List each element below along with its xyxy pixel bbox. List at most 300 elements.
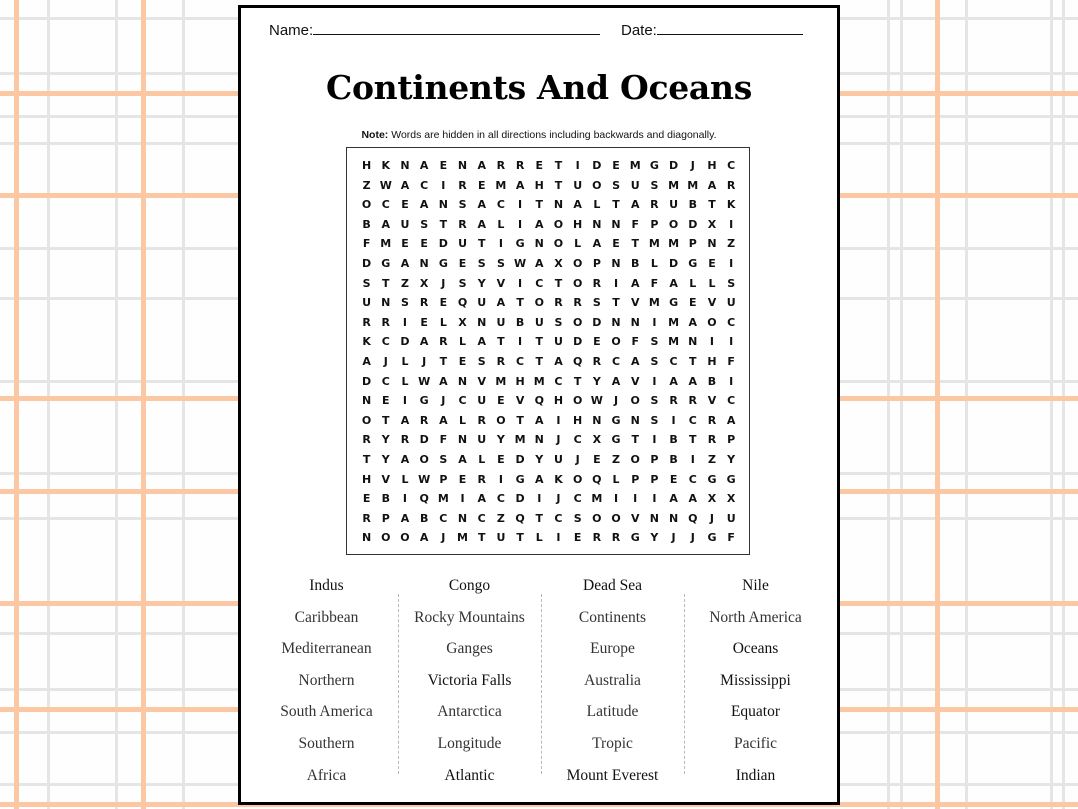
grid-letter[interactable]: S (458, 198, 467, 212)
grid-letter[interactable]: A (439, 413, 448, 427)
grid-letter[interactable]: G (381, 256, 391, 270)
grid-letter[interactable]: P (592, 256, 601, 270)
grid-letter[interactable]: G (515, 237, 525, 251)
grid-letter[interactable]: R (592, 531, 602, 545)
grid-letter[interactable]: I (690, 452, 695, 466)
grid-letter[interactable]: G (707, 472, 717, 486)
grid-letter[interactable]: W (379, 178, 392, 192)
grid-letter[interactable]: J (556, 433, 561, 447)
grid-letter[interactable]: U (573, 178, 583, 192)
grid-letter[interactable]: B (419, 511, 429, 525)
grid-letter[interactable]: I (729, 256, 734, 270)
grid-letter[interactable]: C (688, 413, 697, 427)
grid-letter[interactable]: S (477, 354, 486, 368)
grid-letter[interactable]: U (726, 511, 736, 525)
grid-letter[interactable]: B (707, 374, 717, 388)
grid-letter[interactable]: T (535, 335, 544, 349)
grid-letter[interactable]: C (381, 198, 390, 212)
grid-letter[interactable]: M (495, 374, 507, 388)
grid-letter[interactable]: G (669, 296, 679, 310)
grid-letter[interactable]: T (535, 511, 544, 525)
grid-letter[interactable]: Q (534, 394, 544, 408)
grid-letter[interactable]: O (496, 413, 506, 427)
grid-letter[interactable]: I (518, 217, 523, 231)
grid-letter[interactable]: U (630, 178, 640, 192)
grid-letter[interactable]: A (419, 198, 429, 212)
grid-letter[interactable]: Z (707, 452, 716, 466)
grid-letter[interactable]: I (652, 433, 657, 447)
grid-letter[interactable]: A (419, 159, 429, 172)
grid-letter[interactable]: L (650, 256, 658, 270)
grid-letter[interactable]: A (592, 237, 602, 251)
grid-letter[interactable]: I (518, 198, 523, 212)
grid-letter[interactable]: Z (727, 237, 736, 251)
grid-letter[interactable]: M (668, 178, 680, 192)
grid-letter[interactable]: A (400, 256, 410, 270)
grid-letter[interactable]: L (401, 472, 409, 486)
grid-letter[interactable]: N (707, 237, 717, 251)
grid-letter[interactable]: Z (400, 276, 409, 290)
grid-letter[interactable]: C (669, 354, 678, 368)
grid-letter[interactable]: C (496, 198, 505, 212)
grid-letter[interactable]: P (650, 472, 659, 486)
grid-letter[interactable]: A (630, 198, 640, 212)
grid-letter[interactable]: O (419, 452, 429, 466)
grid-letter[interactable]: E (593, 452, 601, 466)
grid-letter[interactable]: F (631, 217, 639, 231)
grid-letter[interactable]: C (688, 472, 697, 486)
grid-letter[interactable]: I (652, 315, 657, 329)
grid-letter[interactable]: E (497, 394, 505, 408)
grid-letter[interactable]: N (457, 159, 468, 172)
grid-letter[interactable]: S (554, 315, 563, 329)
grid-letter[interactable]: A (362, 354, 371, 368)
grid-letter[interactable]: C (496, 492, 505, 506)
grid-letter[interactable]: E (535, 159, 544, 172)
grid-letter[interactable]: A (669, 276, 678, 290)
grid-letter[interactable]: T (631, 237, 639, 251)
grid-letter[interactable]: A (726, 413, 736, 427)
grid-letter[interactable]: R (362, 511, 371, 525)
grid-letter[interactable]: L (459, 335, 467, 349)
grid-letter[interactable]: M (514, 433, 526, 447)
grid-letter[interactable]: C (573, 433, 582, 447)
grid-letter[interactable]: K (554, 472, 563, 486)
grid-letter[interactable]: I (518, 335, 523, 349)
grid-letter[interactable]: R (496, 159, 506, 172)
grid-letter[interactable]: I (402, 315, 408, 329)
grid-letter[interactable]: O (553, 237, 564, 251)
grid-letter[interactable]: L (497, 217, 505, 231)
grid-letter[interactable]: B (515, 315, 525, 329)
grid-letter[interactable]: Q (515, 511, 525, 525)
grid-letter[interactable]: R (707, 433, 717, 447)
grid-letter[interactable]: L (574, 237, 582, 251)
grid-letter[interactable]: E (401, 198, 409, 212)
grid-letter[interactable]: N (400, 159, 410, 172)
grid-letter[interactable]: J (671, 531, 676, 545)
grid-letter[interactable]: Q (457, 296, 468, 310)
grid-letter[interactable]: O (611, 335, 621, 349)
grid-letter[interactable]: N (419, 256, 429, 270)
grid-letter[interactable]: A (439, 374, 448, 388)
grid-letter[interactable]: I (652, 492, 657, 506)
grid-letter[interactable]: E (477, 178, 486, 192)
grid-letter[interactable]: T (535, 198, 544, 212)
grid-letter[interactable]: J (690, 159, 695, 172)
grid-letter[interactable]: S (650, 335, 659, 349)
grid-letter[interactable]: N (534, 237, 544, 251)
grid-letter[interactable]: A (573, 198, 582, 212)
grid-letter[interactable]: T (554, 276, 563, 290)
grid-letter[interactable]: L (708, 276, 716, 290)
grid-letter[interactable]: J (441, 394, 446, 408)
grid-letter[interactable]: Y (381, 433, 390, 447)
grid-letter[interactable]: T (554, 159, 563, 172)
grid-letter[interactable]: N (553, 198, 564, 212)
grid-letter[interactable]: O (668, 217, 679, 231)
grid-letter[interactable]: C (381, 335, 390, 349)
grid-letter[interactable]: E (420, 315, 428, 329)
grid-letter[interactable]: M (629, 159, 641, 172)
grid-letter[interactable]: T (516, 413, 524, 427)
grid-letter[interactable]: C (554, 374, 563, 388)
grid-letter[interactable]: M (648, 296, 660, 310)
grid-letter[interactable]: Z (496, 511, 505, 525)
grid-letter[interactable]: E (458, 472, 467, 486)
grid-letter[interactable]: M (591, 492, 603, 506)
grid-letter[interactable]: N (592, 413, 602, 427)
grid-letter[interactable]: P (688, 237, 697, 251)
grid-letter[interactable]: J (383, 354, 388, 368)
grid-letter[interactable]: N (457, 433, 468, 447)
grid-letter[interactable]: I (518, 276, 523, 290)
grid-letter[interactable]: S (612, 178, 620, 192)
grid-letter[interactable]: D (515, 452, 525, 466)
grid-letter[interactable]: J (575, 452, 580, 466)
grid-letter[interactable]: S (496, 256, 505, 270)
grid-letter[interactable]: O (592, 511, 602, 525)
grid-letter[interactable]: B (688, 198, 697, 212)
grid-letter[interactable]: Z (362, 178, 371, 192)
grid-letter[interactable]: R (458, 178, 467, 192)
grid-letter[interactable]: D (362, 374, 372, 388)
grid-letter[interactable]: F (631, 335, 639, 349)
grid-letter[interactable]: D (515, 492, 525, 506)
grid-letter[interactable]: S (727, 276, 736, 290)
grid-letter[interactable]: O (707, 315, 717, 329)
grid-letter[interactable]: I (402, 394, 408, 408)
grid-letter[interactable]: O (361, 198, 372, 212)
grid-letter[interactable]: G (707, 531, 717, 545)
grid-letter[interactable]: U (458, 237, 467, 251)
grid-letter[interactable]: Q (592, 472, 602, 486)
grid-letter[interactable]: T (362, 452, 371, 466)
grid-letter[interactable]: H (515, 374, 525, 388)
grid-letter[interactable]: L (478, 452, 486, 466)
grid-letter[interactable]: S (592, 296, 601, 310)
grid-letter[interactable]: A (688, 374, 698, 388)
grid-letter[interactable]: G (649, 159, 659, 172)
grid-letter[interactable]: D (688, 217, 698, 231)
grid-letter[interactable]: L (401, 354, 409, 368)
grid-letter[interactable]: M (437, 492, 449, 506)
grid-letter[interactable]: E (439, 159, 448, 172)
grid-letter[interactable]: T (612, 296, 620, 310)
grid-letter[interactable]: I (575, 159, 580, 172)
grid-letter[interactable]: Y (381, 452, 390, 466)
grid-letter[interactable]: R (592, 354, 602, 368)
grid-letter[interactable]: R (611, 531, 621, 545)
grid-letter[interactable]: N (457, 374, 468, 388)
grid-letter[interactable]: A (477, 159, 486, 172)
grid-letter[interactable]: O (361, 413, 372, 427)
grid-letter[interactable]: T (516, 531, 524, 545)
grid-letter[interactable]: F (439, 433, 448, 447)
grid-letter[interactable]: R (573, 296, 582, 310)
grid-letter[interactable]: R (515, 159, 525, 172)
grid-letter[interactable]: V (630, 296, 640, 310)
grid-letter[interactable]: J (690, 531, 695, 545)
grid-letter[interactable]: R (707, 413, 717, 427)
grid-letter[interactable]: X (726, 492, 736, 506)
grid-letter[interactable]: L (593, 198, 601, 212)
grid-letter[interactable]: J (556, 492, 561, 506)
grid-letter[interactable]: A (535, 472, 544, 486)
grid-letter[interactable]: D (592, 159, 602, 172)
grid-letter[interactable]: E (382, 394, 390, 408)
grid-letter[interactable]: P (439, 472, 448, 486)
grid-letter[interactable]: C (381, 374, 390, 388)
grid-letter[interactable]: H (361, 472, 372, 486)
grid-letter[interactable]: I (633, 492, 638, 506)
grid-letter[interactable]: V (477, 374, 486, 388)
grid-letter[interactable]: B (669, 433, 678, 447)
grid-letter[interactable]: P (631, 472, 640, 486)
date-blank-line[interactable] (657, 22, 803, 35)
grid-letter[interactable]: R (419, 296, 429, 310)
grid-letter[interactable]: C (439, 511, 448, 525)
grid-letter[interactable]: S (650, 178, 659, 192)
grid-letter[interactable]: K (362, 335, 371, 349)
grid-letter[interactable]: A (669, 492, 678, 506)
grid-letter[interactable]: F (727, 354, 735, 368)
grid-letter[interactable]: H (707, 159, 717, 172)
grid-letter[interactable]: U (534, 315, 544, 329)
grid-letter[interactable]: S (420, 217, 429, 231)
grid-letter[interactable]: T (477, 237, 486, 251)
grid-letter[interactable]: W (514, 256, 527, 270)
grid-letter[interactable]: L (459, 413, 467, 427)
grid-letter[interactable]: E (593, 335, 601, 349)
grid-letter[interactable]: A (477, 198, 486, 212)
grid-letter[interactable]: U (669, 198, 679, 212)
grid-letter[interactable]: C (458, 394, 467, 408)
grid-letter[interactable]: I (729, 374, 734, 388)
grid-letter[interactable]: T (382, 413, 390, 427)
grid-letter[interactable]: D (438, 237, 448, 251)
grid-letter[interactable]: C (727, 394, 736, 408)
grid-letter[interactable]: I (498, 472, 503, 486)
grid-letter[interactable]: A (535, 413, 544, 427)
grid-letter[interactable]: H (573, 217, 583, 231)
grid-letter[interactable]: R (419, 413, 429, 427)
grid-letter[interactable]: M (668, 237, 680, 251)
grid-letter[interactable]: R (477, 472, 486, 486)
grid-letter[interactable]: N (361, 394, 372, 408)
grid-letter[interactable]: P (650, 452, 659, 466)
grid-letter[interactable]: P (381, 511, 390, 525)
grid-letter[interactable]: J (441, 531, 446, 545)
grid-letter[interactable]: R (362, 315, 371, 329)
grid-letter[interactable]: R (669, 394, 678, 408)
grid-letter[interactable]: H (361, 159, 372, 172)
grid-letter[interactable]: M (668, 315, 680, 329)
grid-letter[interactable]: T (612, 198, 620, 212)
grid-letter[interactable]: U (400, 217, 410, 231)
grid-letter[interactable]: L (612, 472, 620, 486)
grid-letter[interactable]: R (592, 276, 602, 290)
grid-letter[interactable]: O (553, 217, 564, 231)
grid-letter[interactable]: Y (535, 452, 544, 466)
grid-letter[interactable]: D (362, 256, 372, 270)
grid-letter[interactable]: I (671, 413, 676, 427)
grid-letter[interactable]: J (422, 354, 427, 368)
grid-letter[interactable]: J (613, 394, 619, 408)
grid-letter[interactable]: B (362, 217, 371, 231)
grid-letter[interactable]: E (362, 492, 371, 506)
grid-letter[interactable]: L (439, 315, 447, 329)
grid-letter[interactable]: T (497, 335, 505, 349)
grid-letter[interactable]: Y (477, 276, 486, 290)
grid-letter[interactable]: O (400, 531, 410, 545)
grid-letter[interactable]: K (381, 159, 391, 172)
grid-letter[interactable]: A (400, 511, 410, 525)
grid-letter[interactable]: H (573, 413, 583, 427)
grid-letter[interactable]: I (709, 335, 715, 349)
grid-letter[interactable]: N (649, 511, 660, 525)
grid-letter[interactable]: G (630, 531, 640, 545)
grid-letter[interactable]: C (420, 178, 429, 192)
grid-letter[interactable]: D (573, 335, 583, 349)
grid-letter[interactable]: A (477, 217, 486, 231)
grid-letter[interactable]: N (611, 256, 621, 270)
grid-letter[interactable]: C (611, 354, 621, 368)
grid-letter[interactable]: N (381, 296, 391, 310)
grid-letter[interactable]: L (401, 374, 409, 388)
grid-letter[interactable]: Y (650, 531, 659, 545)
grid-letter[interactable]: M (533, 374, 545, 388)
grid-letter[interactable]: G (611, 413, 621, 427)
grid-letter[interactable]: B (631, 256, 640, 270)
grid-letter[interactable]: O (592, 178, 602, 192)
grid-letter[interactable]: U (554, 452, 563, 466)
grid-letter[interactable]: N (611, 217, 621, 231)
grid-letter[interactable]: L (535, 531, 543, 545)
grid-letter[interactable]: W (590, 394, 603, 408)
grid-letter[interactable]: Z (612, 452, 621, 466)
grid-letter[interactable]: O (534, 296, 544, 310)
grid-letter[interactable]: I (613, 492, 619, 506)
grid-letter[interactable]: S (650, 413, 659, 427)
grid-letter[interactable]: O (381, 531, 391, 545)
grid-letter[interactable]: I (556, 531, 561, 545)
grid-letter[interactable]: O (630, 452, 640, 466)
grid-letter[interactable]: A (535, 256, 544, 270)
grid-letter[interactable]: C (516, 354, 525, 368)
grid-letter[interactable]: Y (727, 452, 736, 466)
grid-letter[interactable]: H (707, 354, 717, 368)
grid-letter[interactable]: U (477, 394, 487, 408)
grid-letter[interactable]: C (477, 511, 486, 525)
grid-letter[interactable]: V (515, 394, 525, 408)
grid-letter[interactable]: T (554, 178, 563, 192)
grid-letter[interactable]: G (611, 433, 621, 447)
name-blank-line[interactable] (313, 22, 600, 35)
grid-letter[interactable]: R (554, 296, 563, 310)
grid-letter[interactable]: N (611, 315, 621, 329)
grid-letter[interactable]: M (380, 237, 392, 251)
grid-letter[interactable]: E (612, 237, 620, 251)
grid-letter[interactable]: D (592, 315, 602, 329)
grid-letter[interactable]: I (556, 413, 561, 427)
grid-letter[interactable]: A (688, 492, 698, 506)
grid-letter[interactable]: O (572, 472, 583, 486)
grid-letter[interactable]: E (439, 296, 448, 310)
grid-letter[interactable]: U (726, 296, 736, 310)
grid-letter[interactable]: G (515, 472, 525, 486)
grid-letter[interactable]: T (516, 296, 524, 310)
grid-letter[interactable]: T (689, 433, 697, 447)
grid-letter[interactable]: U (554, 335, 563, 349)
grid-letter[interactable]: A (419, 335, 429, 349)
grid-letter[interactable]: X (707, 217, 717, 231)
grid-letter[interactable]: A (419, 531, 429, 545)
grid-letter[interactable]: E (497, 452, 505, 466)
grid-letter[interactable]: E (612, 159, 620, 172)
grid-letter[interactable]: Y (592, 374, 601, 388)
grid-letter[interactable]: I (537, 492, 542, 506)
grid-letter[interactable]: B (381, 492, 390, 506)
grid-letter[interactable]: S (650, 394, 659, 408)
name-field[interactable] (269, 22, 600, 39)
grid-letter[interactable]: M (648, 237, 660, 251)
grid-letter[interactable]: M (687, 178, 699, 192)
grid-letter[interactable]: J (709, 511, 715, 525)
grid-letter[interactable]: M (457, 531, 468, 545)
grid-letter[interactable]: A (381, 217, 391, 231)
grid-letter[interactable]: P (650, 217, 659, 231)
grid-letter[interactable]: E (401, 237, 409, 251)
grid-letter[interactable]: A (611, 374, 621, 388)
grid-letter[interactable]: G (688, 256, 698, 270)
grid-letter[interactable]: A (477, 492, 486, 506)
grid-letter[interactable]: T (689, 354, 697, 368)
grid-letter[interactable]: N (592, 217, 602, 231)
grid-letter[interactable]: N (630, 315, 640, 329)
grid-letter[interactable]: A (400, 452, 410, 466)
grid-letter[interactable]: W (418, 472, 431, 486)
grid-letter[interactable]: S (573, 511, 582, 525)
grid-letter[interactable]: A (535, 217, 544, 231)
grid-letter[interactable]: V (630, 374, 640, 388)
grid-letter[interactable]: A (630, 276, 640, 290)
grid-letter[interactable]: F (362, 237, 371, 251)
grid-letter[interactable]: E (573, 531, 582, 545)
grid-letter[interactable]: T (439, 217, 448, 231)
grid-letter[interactable]: B (669, 452, 678, 466)
grid-letter[interactable]: A (669, 374, 678, 388)
